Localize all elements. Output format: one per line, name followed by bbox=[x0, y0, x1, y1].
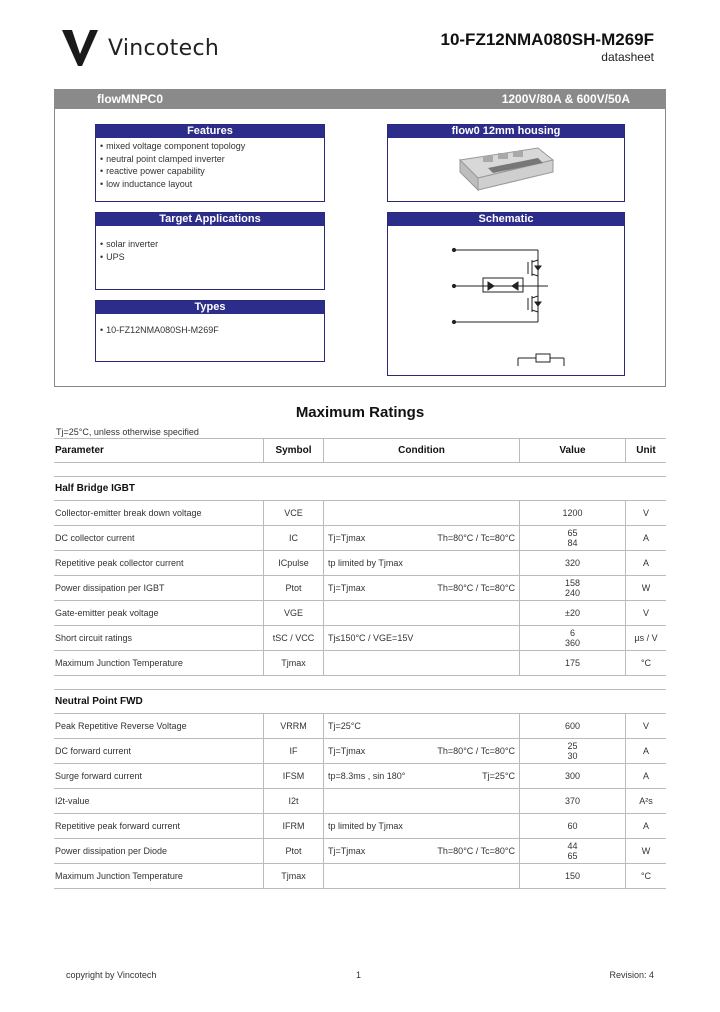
table-row bbox=[54, 576, 666, 601]
symbol-cell: Tjmax bbox=[264, 864, 324, 888]
unit-cell: V bbox=[642, 508, 649, 518]
conditions-note: Tj=25°C, unless otherwise specified bbox=[56, 427, 199, 437]
table-row bbox=[54, 814, 666, 839]
product-rating: 1200V/80A & 600V/50A bbox=[501, 92, 630, 106]
applications-card bbox=[95, 212, 325, 290]
table-row bbox=[54, 551, 666, 576]
param-cell: DC collector current bbox=[54, 526, 264, 550]
unit-cell: A bbox=[642, 558, 649, 568]
unit-cell: A²s bbox=[639, 796, 653, 806]
symbol-cell: IFRM bbox=[264, 814, 324, 838]
schematic-card bbox=[387, 212, 625, 376]
maximum-ratings-title: Maximum Ratings bbox=[295, 404, 425, 421]
brand-name: Vincotech bbox=[108, 36, 220, 61]
condition-left: Tj≤150°C / VGE=15V bbox=[328, 633, 414, 643]
unit-cell: A bbox=[642, 821, 649, 831]
footer-revision: Revision: 4 bbox=[609, 970, 654, 980]
value-line: 84 bbox=[567, 538, 578, 548]
unit-cell: A bbox=[642, 533, 649, 543]
value-cell bbox=[520, 576, 626, 600]
param-cell: Repetitive peak forward current bbox=[54, 814, 264, 838]
param-cell: Short circuit ratings bbox=[54, 626, 264, 650]
value-line: 150 bbox=[564, 871, 581, 881]
value-line: 175 bbox=[564, 658, 581, 668]
table-row bbox=[54, 789, 666, 814]
symbol-cell: VGE bbox=[264, 601, 324, 625]
unit-cell: µs / V bbox=[634, 633, 658, 643]
param-cell: Power dissipation per IGBT bbox=[54, 576, 264, 600]
list-item: • neutral point clamped inverter bbox=[100, 153, 324, 166]
value-cell bbox=[520, 839, 626, 863]
param-cell: DC forward current bbox=[54, 739, 264, 763]
features-list bbox=[96, 140, 324, 190]
product-family: flowMNPC0 bbox=[97, 92, 163, 106]
symbol-cell: IC bbox=[264, 526, 324, 550]
applications-list bbox=[96, 238, 324, 263]
param-cell: Surge forward current bbox=[54, 764, 264, 788]
value-line: 25 bbox=[567, 741, 578, 751]
condition-cell bbox=[324, 739, 520, 763]
value-line: 240 bbox=[564, 588, 581, 598]
part-number-title: 10-FZ12NMA080SH-M269F bbox=[440, 30, 654, 49]
unit-cell: W bbox=[641, 583, 651, 593]
section-header-row bbox=[54, 689, 666, 714]
symbol-cell: VCE bbox=[264, 501, 324, 525]
param-cell: Repetitive peak collector current bbox=[54, 551, 264, 575]
doc-type: datasheet bbox=[601, 50, 654, 64]
section-title: Half Bridge IGBT bbox=[55, 483, 136, 494]
symbol-cell: IFSM bbox=[264, 764, 324, 788]
unit-cell: °C bbox=[640, 871, 652, 881]
col-header-unit: Unit bbox=[636, 445, 656, 456]
condition-cell bbox=[324, 839, 520, 863]
value-line: 65 bbox=[567, 851, 578, 861]
value-cell bbox=[520, 501, 626, 525]
condition-left: tp limited by Tjmax bbox=[328, 821, 403, 831]
col-header-symbol: Symbol bbox=[264, 439, 324, 462]
table-row bbox=[54, 764, 666, 789]
value-line: 30 bbox=[567, 751, 578, 761]
table-row bbox=[54, 714, 666, 739]
table-row bbox=[54, 651, 666, 676]
value-line: 158 bbox=[564, 578, 581, 588]
module-photo-icon bbox=[388, 138, 624, 200]
housing-title: flow0 12mm housing bbox=[388, 125, 624, 138]
features-card bbox=[95, 124, 325, 202]
col-header-parameter: Parameter bbox=[54, 439, 264, 462]
param-cell: Collector-emitter break down voltage bbox=[54, 501, 264, 525]
condition-cell bbox=[324, 526, 520, 550]
value-line: 600 bbox=[564, 721, 581, 731]
condition-cell bbox=[324, 576, 520, 600]
symbol-cell: VRRM bbox=[264, 714, 324, 738]
param-cell: Power dissipation per Diode bbox=[54, 839, 264, 863]
vincotech-logo-icon bbox=[60, 28, 100, 68]
list-item: • solar inverter bbox=[100, 238, 324, 251]
condition-cell bbox=[324, 714, 520, 738]
types-card bbox=[95, 300, 325, 362]
value-line: 60 bbox=[567, 821, 578, 831]
condition-left: Tj=Tjmax bbox=[328, 533, 366, 543]
symbol-cell: I2t bbox=[264, 789, 324, 813]
condition-left: Tj=Tjmax bbox=[328, 746, 366, 756]
unit-cell: V bbox=[642, 608, 649, 618]
condition-cell bbox=[324, 601, 520, 625]
table-row bbox=[54, 526, 666, 551]
col-header-value: Value bbox=[520, 439, 626, 462]
applications-title: Target Applications bbox=[96, 213, 324, 226]
param-cell: Maximum Junction Temperature bbox=[54, 651, 264, 675]
condition-left: tp limited by Tjmax bbox=[328, 558, 403, 568]
condition-cell bbox=[324, 501, 520, 525]
list-item: • 10-FZ12NMA080SH-M269F bbox=[100, 324, 324, 337]
condition-cell bbox=[324, 626, 520, 650]
condition-cell bbox=[324, 551, 520, 575]
value-line: 65 bbox=[567, 528, 578, 538]
value-cell bbox=[520, 714, 626, 738]
condition-left: tp=8.3ms , sin 180° bbox=[328, 771, 406, 781]
symbol-cell: ICpulse bbox=[264, 551, 324, 575]
section-title: Neutral Point FWD bbox=[55, 696, 143, 707]
table-row bbox=[54, 501, 666, 526]
condition-cell bbox=[324, 864, 520, 888]
value-cell bbox=[520, 739, 626, 763]
condition-left: Tj=Tjmax bbox=[328, 583, 366, 593]
symbol-cell: Tjmax bbox=[264, 651, 324, 675]
value-cell bbox=[520, 764, 626, 788]
value-cell bbox=[520, 601, 626, 625]
types-title: Types bbox=[96, 301, 324, 314]
features-title: Features bbox=[96, 125, 324, 138]
value-cell bbox=[520, 651, 626, 675]
schematic-diagram-icon bbox=[388, 226, 624, 374]
param-cell: Maximum Junction Temperature bbox=[54, 864, 264, 888]
table-row bbox=[54, 864, 666, 889]
table-row bbox=[54, 626, 666, 651]
unit-cell: W bbox=[641, 846, 651, 856]
section-header-row bbox=[54, 476, 666, 501]
condition-right: Th=80°C / Tc=80°C bbox=[437, 583, 515, 593]
list-item: • mixed voltage component topology bbox=[100, 140, 324, 153]
footer-page-number: 1 bbox=[356, 970, 362, 980]
unit-cell: V bbox=[642, 721, 649, 731]
value-cell bbox=[520, 526, 626, 550]
value-line: 1200 bbox=[562, 508, 583, 518]
param-cell: Peak Repetitive Reverse Voltage bbox=[54, 714, 264, 738]
value-line: ±20 bbox=[565, 608, 580, 618]
symbol-cell: Ptot bbox=[264, 839, 324, 863]
table-row bbox=[54, 839, 666, 864]
value-cell bbox=[520, 864, 626, 888]
unit-cell: A bbox=[642, 746, 649, 756]
condition-right: Th=80°C / Tc=80°C bbox=[437, 846, 515, 856]
col-header-condition: Condition bbox=[324, 439, 520, 462]
symbol-cell: Ptot bbox=[264, 576, 324, 600]
condition-right: Th=80°C / Tc=80°C bbox=[437, 746, 515, 756]
footer-copyright: copyright by Vincotech bbox=[66, 970, 157, 980]
condition-cell bbox=[324, 764, 520, 788]
condition-left: Tj=Tjmax bbox=[328, 846, 366, 856]
unit-cell: °C bbox=[640, 658, 652, 668]
list-item: • low inductance layout bbox=[100, 178, 324, 191]
condition-cell bbox=[324, 651, 520, 675]
value-cell bbox=[520, 626, 626, 650]
value-line: 370 bbox=[564, 796, 581, 806]
list-item: • reactive power capability bbox=[100, 165, 324, 178]
param-cell: I2t-value bbox=[54, 789, 264, 813]
table-row bbox=[54, 601, 666, 626]
table-row bbox=[54, 739, 666, 764]
symbol-cell: tSC / VCC bbox=[264, 626, 324, 650]
types-list bbox=[96, 324, 324, 337]
value-cell bbox=[520, 551, 626, 575]
condition-cell bbox=[324, 789, 520, 813]
condition-cell bbox=[324, 814, 520, 838]
list-item: • UPS bbox=[100, 251, 324, 264]
condition-right: Tj=25°C bbox=[482, 771, 515, 781]
value-line: 300 bbox=[564, 771, 581, 781]
value-line: 44 bbox=[567, 841, 578, 851]
symbol-cell: IF bbox=[264, 739, 324, 763]
condition-right: Th=80°C / Tc=80°C bbox=[437, 533, 515, 543]
condition-left: Tj=25°C bbox=[328, 721, 361, 731]
unit-cell: A bbox=[642, 771, 649, 781]
housing-card bbox=[387, 124, 625, 202]
table-header-row bbox=[54, 438, 666, 463]
value-line: 360 bbox=[564, 638, 581, 648]
value-line: 320 bbox=[564, 558, 581, 568]
value-cell bbox=[520, 789, 626, 813]
param-cell: Gate-emitter peak voltage bbox=[54, 601, 264, 625]
value-cell bbox=[520, 814, 626, 838]
schematic-title: Schematic bbox=[388, 213, 624, 226]
value-line: 6 bbox=[569, 628, 575, 638]
